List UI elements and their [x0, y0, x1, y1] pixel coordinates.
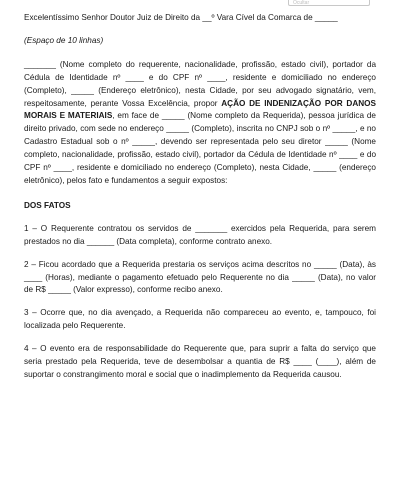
action-title: AÇÃO DE INDENIZAÇÃO POR DANOS MORAIS E MATERIAIS [24, 98, 376, 121]
fact-paragraph-1: 1 – O Requerente contratou os servidos de _______ exercidos pela Requerida, para serem prestados no dia ______ (Data completa), conforme contrato anexo. [24, 223, 376, 246]
document-page [24, 12, 376, 382]
intro-text-after: , em face de _____ (Nome completo da Requerida), pessoa jurídica de direito privado, com sede no endereço _____ (Completo), inscrita no CNPJ sob o nº _____, e no Cadastro Estadual sob o nº _____, devendo ser representada pelo seu diretor _____ (Nome completo, nacionalidade, profissão, estado civil), portador da Cédula de Identidade nº ____ e do CPF nº ____, residente e domiciliado no endereço (Completo), nesta Cidade, _____ (endereço eletrônico), pelos fato e fundamentos a seguir expostos: [24, 111, 376, 185]
intro-text-before: _______ (Nome completo do requerente, nacionalidade, profissão, estado civil), portador da Cédula de Identidade nº ____ e do CPF nº ____, residente e domiciliado no endereço (Completo), _____ (Endereço eletrônico), nesta Cidade, por seu advogado signatário, vem, respeitosamente, perante Vossa Excelência, propor [24, 59, 376, 108]
space-note: (Espaço de 10 linhas) [24, 35, 104, 45]
fact-paragraph-3: 3 – Ocorre que, no dia avençado, a Requerida não compareceu ao evento, e, tampouco, foi localizada pelo Requerente. [24, 308, 376, 331]
fact-paragraph-2: 2 – Ficou acordado que a Requerida prestaria os serviços acima descritos no _____ (Data), às ____ (Horas), mediante o pagamento efetuado pelo Requerente no dia _____ (Data), no valor de R$ _____ (Valor expresso), conforme recibo anexo. [24, 259, 376, 295]
top-box-label: Ocultar [293, 0, 310, 6]
top-search-box[interactable] [288, 0, 370, 6]
fact-paragraph-4: 4 – O evento era de responsabilidade do Requerente que, para suprir a falta do serviço que seria prestado pela Requerida, teve de desembolsar a quantia de R$ ____ (____), além de suportar o constrangimento moral e social que o inadimplemento da Requerida causou. [24, 344, 376, 379]
addressee-line: Excelentíssimo Senhor Doutor Juiz de Direito da __º Vara Cível da Comarca de _____ [24, 13, 338, 22]
intro-paragraph [24, 59, 376, 188]
section-title-facts: DOS FATOS [24, 200, 71, 210]
